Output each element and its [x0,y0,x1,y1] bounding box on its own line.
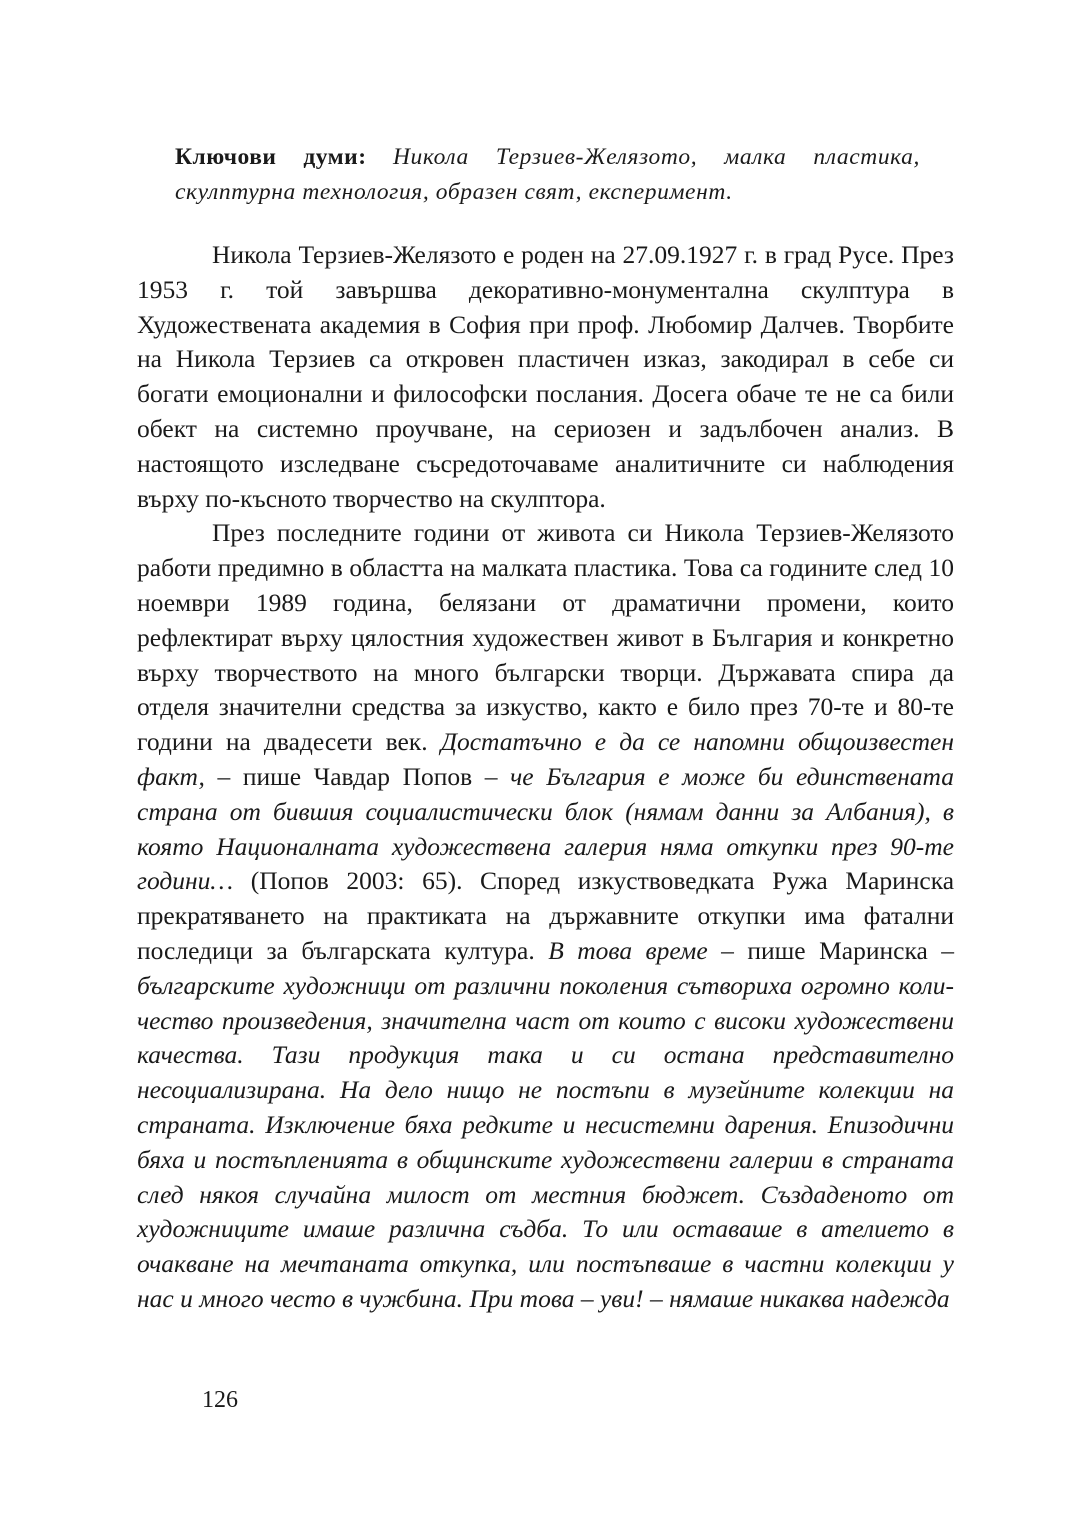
paragraph-biography: Никола Терзиев-Желязото е роден на 27.09.1927 г. в град Русе. През 1953 г. той завършва декоративно-монументална скулптура в Художествената академия в София при проф. Любомир Далчев. Творбите на Никола Терзиев са откровен пластичен изказ, закодирал в себе си богати емоционални и философски послания. Досега обаче те не са били обект на системно проучване, на сериозен и задълбочен анализ. В настоящото изследване съсредоточаваме аналитичните си наблюдения върху по-късното творчество на скулптора. [137,240,954,513]
citation-popov: (Попов 2003: 65). Според изкуствоведката Ружа Маринска прекратяването на практиката на държавните откупки има фатални последици за българската култура. [137,866,955,965]
quote-marinska-start: В това време [548,935,708,965]
keywords-terms: Никола Терзиев-Желязото, малка пластика, скулптурна технология, образен свят, експеримент. [175,144,921,205]
quote-popov-start: Достатъчно е да се напомни общоизвестен факт, [137,727,955,791]
paragraph-late-period [137,516,954,1316]
paragraph-intro: През последните години от живота си Никола Терзиев-Желязото работи предимно в областта на малката пластика. Това са годините след 10 ноември 1989 година, белязани от драматични промени, които рефлектират върху цялостния художествен живот в България и конкретно върху творчеството на много български творци. Държавата спира да отделя значителни средства за изкуство, както е било през 70-те и 80-те години на двадесети век. [137,518,954,757]
article-body [137,238,954,1317]
keywords-block [175,140,920,210]
quote-marinska-body: българските художници от различни поколения сътвориха огромно количество произведения, значителна част от които с високи художествени качества. Тази продукция така и си остана представително несоциализирана. На дело нищо не постъпи в музейните колекции на страната. Изключение бяха редките и несистемни дарения. Епизодични бяха и постъпленията в общинските художествени галерии в страната след някоя случайна милост от местния бюджет. Създаденото от художниците имаше различна съдба. То или оставаше в ателието в очакване на мечтаната откупка, или постъпваше в частни колекции у нас и много често в чужбина. При това – уви! – нямаше никаква надежда [137,970,954,1313]
quote-popov-end: че България е може би единствената страна от бившия социалистически блок (нямам данни за Албания), в която Националната художествена галерия няма откупки през 90-те години… [137,761,954,896]
page-number: 126 [202,1387,238,1413]
attribution-popov: – пише Чавдар Попов – [217,761,498,791]
keywords-label: Ключови думи: [175,144,367,170]
attribution-marinska: – пише Маринска – [721,935,955,965]
